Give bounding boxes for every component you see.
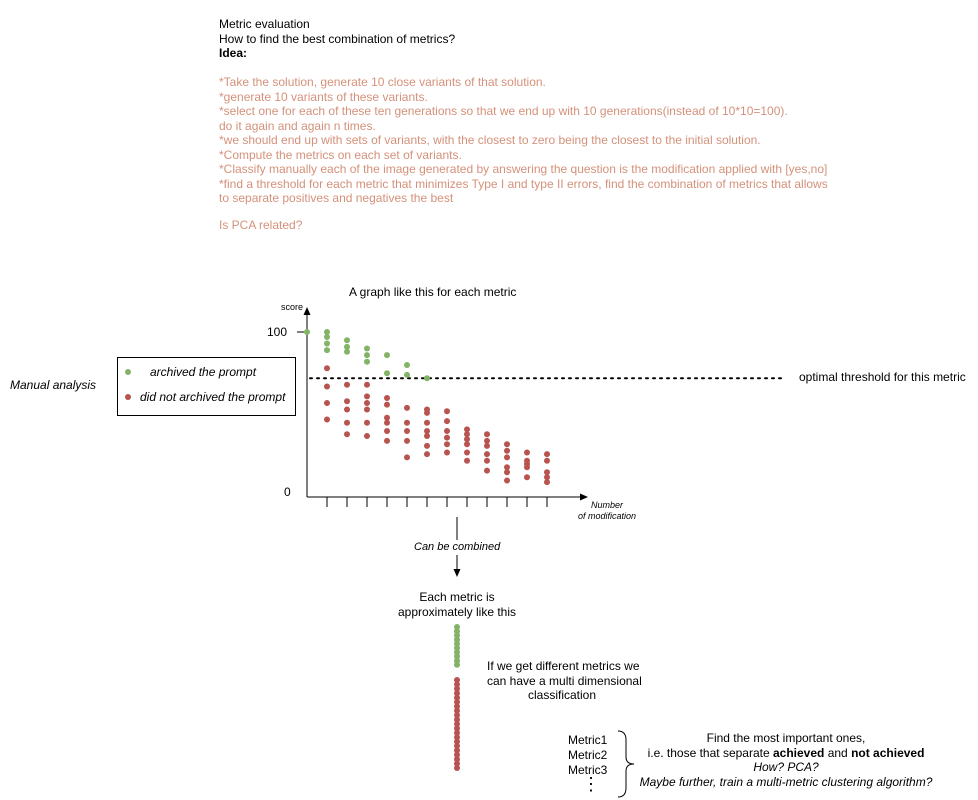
summary-not-achieved-point xyxy=(454,765,460,771)
not-achieved-point xyxy=(324,416,330,422)
achieved-point xyxy=(404,372,410,378)
not-achieved-point xyxy=(544,458,550,464)
not-achieved-point xyxy=(364,400,370,406)
not-achieved-point xyxy=(484,458,490,464)
not-achieved-point xyxy=(444,428,450,434)
metric-item: Metric1 xyxy=(568,733,608,747)
not-achieved-point xyxy=(424,420,430,426)
y-tick-bottom: 0 xyxy=(284,485,291,499)
not-achieved-point xyxy=(404,454,410,460)
each-metric-line2: approximately like this xyxy=(397,605,517,619)
not-achieved-point xyxy=(464,441,470,447)
not-achieved-point xyxy=(544,451,550,457)
not-achieved-point xyxy=(424,410,430,416)
multi-line3: classification xyxy=(527,688,597,702)
not-achieved-point xyxy=(324,365,330,371)
achieved-point xyxy=(344,337,350,343)
not-achieved-point xyxy=(324,383,330,389)
how-pca: How? PCA? xyxy=(753,760,819,774)
y-axis-arrow-icon xyxy=(304,307,311,315)
not-achieved-point xyxy=(524,474,530,480)
combine-arrow-head-icon xyxy=(454,569,461,577)
note-step: *find a threshold for each metric that minimizes Type I and type II errors, find the combination of metrics that allows xyxy=(219,176,828,191)
not-achieved-point xyxy=(404,438,410,444)
not-achieved-point xyxy=(484,443,490,449)
not-achieved-point xyxy=(444,449,450,455)
not-achieved-point xyxy=(424,443,430,449)
not-achieved-point xyxy=(424,433,430,439)
not-achieved-point xyxy=(444,408,450,414)
not-achieved-point xyxy=(524,464,530,470)
achieved-point xyxy=(384,352,390,358)
not-achieved-point xyxy=(444,418,450,424)
x-axis-label xyxy=(570,500,644,522)
not-achieved-point xyxy=(504,448,510,454)
not-achieved-point xyxy=(504,478,510,484)
metric-item: Metric3 xyxy=(568,763,608,777)
metric-item: Metric2 xyxy=(568,748,608,762)
not-achieved-point xyxy=(364,433,370,439)
not-achieved-point xyxy=(484,468,490,474)
note-step: *select one for each of these ten generations so that we end up with 10 generations(instead of 10*10=100). xyxy=(219,104,788,118)
curly-brace-icon xyxy=(618,731,634,797)
threshold-label: optimal threshold for this metric xyxy=(799,370,966,384)
not-achieved-point xyxy=(364,407,370,413)
not-achieved-point xyxy=(484,431,490,437)
note-step: *Take the solution, generate 10 close variants of that solution. xyxy=(219,75,546,89)
not-achieved-point xyxy=(384,428,390,434)
note-step: *Classify manually each of the image generated by answering the question is the modification applied with [yes,no] xyxy=(219,162,828,176)
achieved-point xyxy=(344,349,350,355)
achieved-point xyxy=(364,346,370,352)
note-step: *Compute the metrics on each set of variants. xyxy=(219,147,462,162)
combine-label: Can be combined xyxy=(414,541,501,553)
not-achieved-point xyxy=(544,479,550,485)
achieved-point xyxy=(304,329,310,335)
note-step: to separate positives and negatives the best xyxy=(219,191,454,205)
important-metrics-note xyxy=(636,731,936,789)
important-line2 xyxy=(636,746,936,761)
not-achieved-point xyxy=(404,420,410,426)
graph-caption: A graph like this for each metric xyxy=(349,285,517,299)
notes-title: Metric evaluation xyxy=(219,17,310,31)
not-achieved-point xyxy=(324,400,330,406)
y-tick-top: 100 xyxy=(267,325,288,339)
y-axis-label: score xyxy=(281,302,304,312)
pca-question: Is PCA related? xyxy=(219,217,303,232)
not-achieved-point xyxy=(524,449,530,455)
each-metric-line1: Each metric is xyxy=(419,590,495,604)
not-achieved-point xyxy=(364,393,370,399)
legend-not-achieved-label: did not archived the prompt xyxy=(140,390,286,404)
not-achieved-point xyxy=(344,398,350,404)
achieved-point xyxy=(324,334,330,340)
multi-dimensional-note xyxy=(487,659,642,703)
not-achieved-point xyxy=(404,405,410,411)
note-step: *we should end up with sets of variants, with the closest to zero being the closest to the initial solution. xyxy=(219,133,761,147)
not-achieved-point xyxy=(344,431,350,437)
achieved-point xyxy=(424,375,430,381)
achieved-point xyxy=(384,370,390,376)
manual-analysis-label: Manual analysis xyxy=(10,378,97,392)
not-achieved-point xyxy=(384,402,390,408)
note-step: do it again and again n times. xyxy=(219,118,376,133)
x-axis-label-line1: Number xyxy=(590,500,623,510)
not-achieved-point xyxy=(344,407,350,413)
important-line1: Find the most important ones, xyxy=(706,731,866,745)
achieved-point xyxy=(364,359,370,365)
achieved-point xyxy=(324,347,330,353)
not-achieved-point xyxy=(384,395,390,401)
achieved-point xyxy=(364,352,370,358)
achieved-point xyxy=(324,341,330,347)
not-achieved-point xyxy=(444,435,450,441)
not-achieved-point xyxy=(464,458,470,464)
summary-achieved-point xyxy=(454,662,460,668)
metrics-list xyxy=(568,733,607,778)
not-achieved-point xyxy=(504,454,510,460)
not-achieved-point xyxy=(344,382,350,388)
each-metric-caption xyxy=(377,590,537,620)
achieved-point xyxy=(404,362,410,368)
notes-question: How to find the best combination of metrics? xyxy=(219,31,456,46)
multi-line1: If we get different metrics we xyxy=(487,659,640,673)
not-achieved-point xyxy=(504,441,510,447)
not-achieved-point xyxy=(364,382,370,388)
ellipsis-icon: ⋮ xyxy=(582,774,600,794)
not-achieved-point xyxy=(404,428,410,434)
multi-line2: can have a multi dimensional xyxy=(487,673,642,688)
not-achieved-point xyxy=(464,449,470,455)
important-not-achieved: not achieved xyxy=(851,745,925,760)
note-step: *generate 10 variants of these variants. xyxy=(219,89,428,104)
not-achieved-point xyxy=(344,420,350,426)
not-achieved-point xyxy=(364,420,370,426)
not-achieved-point xyxy=(424,451,430,457)
important-pre: i.e. those that separate xyxy=(647,745,773,760)
clustering-note: Maybe further, train a multi-metric clustering algorithm? xyxy=(639,774,933,789)
not-achieved-point xyxy=(444,441,450,447)
not-achieved-point xyxy=(484,451,490,457)
x-axis-label-line2: of modification xyxy=(577,511,637,521)
important-and: and xyxy=(824,745,852,760)
not-achieved-point xyxy=(384,420,390,426)
idea-label: Idea: xyxy=(219,46,248,60)
not-achieved-point xyxy=(384,438,390,444)
not-achieved-point xyxy=(504,469,510,475)
legend-achieved-label: archived the prompt xyxy=(150,365,257,379)
important-achieved: achieved xyxy=(772,745,825,760)
